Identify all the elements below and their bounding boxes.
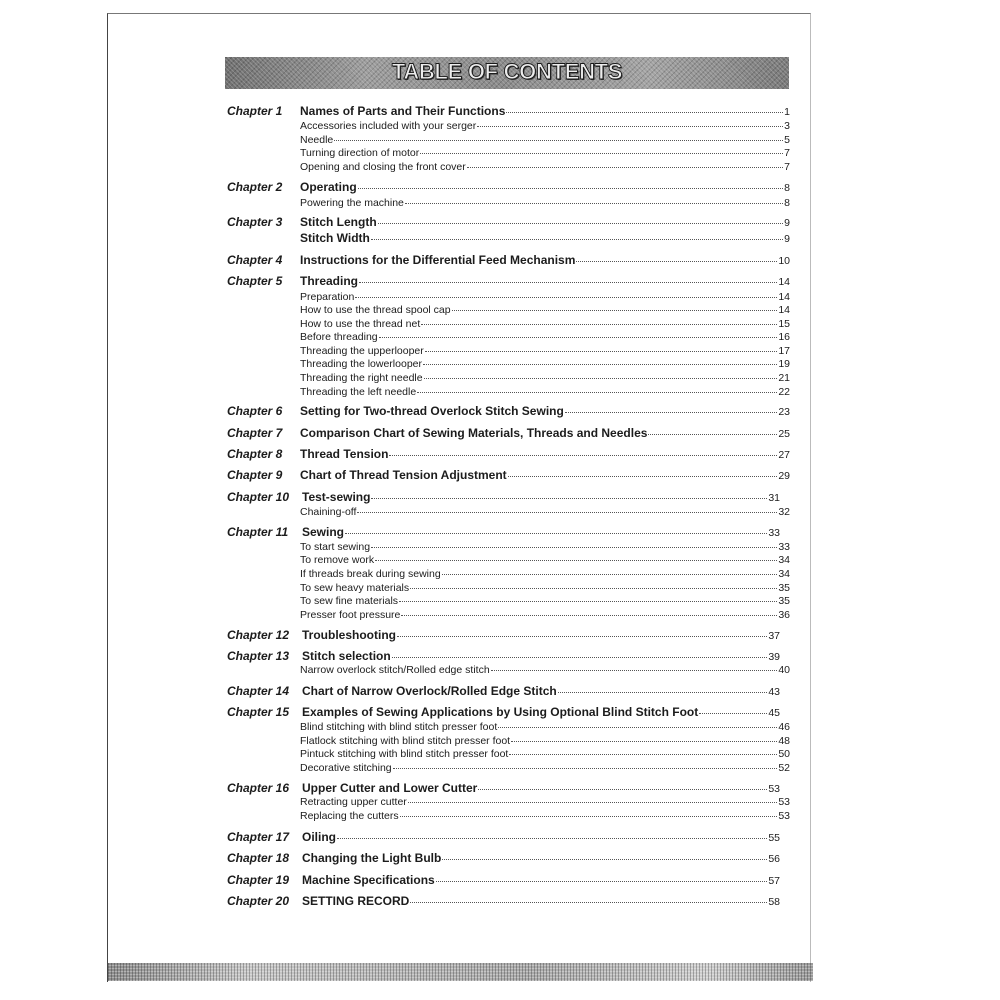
chapter-title: Threading (300, 274, 359, 288)
toc-entry (0, 830, 1000, 844)
chapter-title: Operating (300, 180, 357, 194)
chapter-title: Upper Cutter and Lower Cutter (302, 781, 478, 795)
section-title: Pintuck stitching with blind stitch presser foot (300, 748, 509, 760)
page-number: 48 (778, 735, 790, 747)
toc-entry (0, 426, 1000, 440)
chapter-number: Chapter 15 (227, 705, 290, 719)
toc-entry (0, 344, 1000, 358)
page-number: 45 (768, 707, 780, 719)
dot-leader (378, 222, 783, 224)
page-number: 21 (778, 372, 790, 384)
page-number: 14 (778, 291, 790, 303)
dot-leader (389, 454, 777, 456)
dot-leader (498, 726, 777, 728)
chapter-title: Setting for Two-thread Overlock Stitch Sewing (300, 404, 564, 418)
page-number: 35 (778, 582, 790, 594)
dot-leader (379, 336, 778, 338)
page-number: 16 (778, 331, 790, 343)
page-number: 53 (778, 796, 790, 808)
section-title: Needle (300, 134, 334, 146)
section-title: Turning direction of motor (300, 147, 420, 159)
section-title: Chaining-off (300, 506, 357, 518)
page-number: 23 (778, 406, 790, 418)
toc-entry (0, 809, 1000, 823)
chapter-number: Chapter 3 (227, 215, 283, 229)
dot-leader (442, 858, 767, 860)
toc-entry (0, 215, 1000, 229)
page-number: 33 (768, 527, 780, 539)
dot-leader (358, 187, 783, 189)
page-number: 35 (778, 595, 790, 607)
page-number: 9 (784, 217, 790, 229)
toc-entry (0, 553, 1000, 567)
dot-leader (371, 238, 783, 240)
toc-entry (0, 581, 1000, 595)
dot-leader (345, 532, 767, 534)
toc-entry (0, 684, 1000, 698)
chapter-number: Chapter 17 (227, 830, 290, 844)
dot-leader (565, 411, 778, 413)
dot-leader (410, 901, 767, 903)
dot-leader (417, 391, 777, 393)
dot-leader (558, 691, 768, 693)
chapter-number: Chapter 11 (227, 525, 289, 539)
page-number: 10 (778, 255, 790, 267)
dot-leader (491, 669, 778, 671)
dot-leader (467, 166, 783, 168)
section-title: Narrow overlock stitch/Rolled edge stitch (300, 664, 490, 676)
toc-entry (0, 119, 1000, 133)
toc-entry (0, 761, 1000, 775)
page-number: 53 (768, 783, 780, 795)
page-number: 5 (784, 134, 790, 146)
toc-entry (0, 146, 1000, 160)
page-number: 15 (778, 318, 790, 330)
toc-entry (0, 663, 1000, 677)
page-number: 36 (778, 609, 790, 621)
dot-leader (576, 260, 777, 262)
toc-entry (0, 567, 1000, 581)
chapter-number: Chapter 1 (227, 104, 283, 118)
dot-leader (410, 587, 777, 589)
page-number: 46 (778, 721, 790, 733)
page-number: 58 (768, 896, 780, 908)
toc-entry (0, 357, 1000, 371)
chapter-title: Changing the Light Bulb (302, 851, 442, 865)
page-number: 8 (784, 182, 790, 194)
chapter-title: Troubleshooting (302, 628, 396, 642)
chapter-title: Thread Tension (300, 447, 389, 461)
page-number: 32 (778, 506, 790, 518)
page-number: 3 (784, 120, 790, 132)
dot-leader (392, 656, 768, 658)
page-number: 25 (778, 428, 790, 440)
section-title: Retracting upper cutter (300, 796, 407, 808)
chapter-title: Chart of Thread Tension Adjustment (300, 468, 507, 482)
dot-leader (375, 559, 777, 561)
chapter-title: Test-sewing (302, 490, 371, 504)
toc-entry (0, 525, 1000, 539)
chapter-number: Chapter 16 (227, 781, 290, 795)
section-title: Accessories included with your serger (300, 120, 477, 132)
page-number: 14 (778, 276, 790, 288)
toc-entry (0, 649, 1000, 663)
toc-entry (0, 196, 1000, 210)
page-number: 14 (778, 304, 790, 316)
scan-edge-strip (108, 963, 813, 981)
page-number: 43 (768, 686, 780, 698)
dot-leader (477, 125, 783, 127)
toc-entry (0, 253, 1000, 267)
chapter-title: SETTING RECORD (302, 894, 410, 908)
page-number: 31 (768, 492, 780, 504)
dot-leader (425, 350, 778, 352)
chapter-title: Names of Parts and Their Functions (300, 104, 506, 118)
page-number: 29 (778, 470, 790, 482)
toc-entry (0, 303, 1000, 317)
toc-entry (0, 490, 1000, 504)
section-title: Replacing the cutters (300, 810, 399, 822)
dot-leader (399, 600, 777, 602)
chapter-number: Chapter 13 (227, 649, 290, 663)
toc-entry (0, 404, 1000, 418)
chapter-title: Stitch Length (300, 215, 377, 229)
dot-leader (397, 635, 767, 637)
toc-entry (0, 608, 1000, 622)
dot-leader (436, 880, 768, 882)
dot-leader (511, 740, 777, 742)
dot-leader (478, 788, 767, 790)
toc-entry (0, 720, 1000, 734)
chapter-number: Chapter 7 (227, 426, 283, 440)
chapter-number: Chapter 19 (227, 873, 290, 887)
section-title: Preparation (300, 291, 355, 303)
toc-entry (0, 160, 1000, 174)
page-number: 1 (784, 106, 790, 118)
dot-leader (337, 837, 767, 839)
chapter-number: Chapter 5 (227, 274, 283, 288)
toc-entry (0, 894, 1000, 908)
page-number: 34 (778, 568, 790, 580)
section-title: Decorative stitching (300, 762, 392, 774)
page-number: 40 (778, 664, 790, 676)
toc-entry (0, 231, 1000, 245)
dot-leader (442, 573, 778, 575)
toc-entry (0, 594, 1000, 608)
toc-entry (0, 734, 1000, 748)
section-title: Threading the upperlooper (300, 345, 424, 357)
page-number: 37 (768, 630, 780, 642)
chapter-number: Chapter 10 (227, 490, 290, 504)
page-number: 55 (768, 832, 780, 844)
toc-entry (0, 317, 1000, 331)
dot-leader (506, 111, 783, 113)
dot-leader (355, 296, 777, 298)
chapter-title: Stitch Width (300, 231, 370, 245)
section-title: To remove work (300, 554, 375, 566)
chapter-number: Chapter 4 (227, 253, 283, 267)
page-number: 17 (778, 345, 790, 357)
section-title: Before threading (300, 331, 378, 343)
dot-leader (357, 511, 777, 513)
dot-leader (648, 433, 777, 435)
page-number: 33 (778, 541, 790, 553)
toc-entry (0, 290, 1000, 304)
page-number: 7 (784, 147, 790, 159)
page-number: 50 (778, 748, 790, 760)
dot-leader (359, 281, 777, 283)
page-number: 34 (778, 554, 790, 566)
section-title: To sew heavy materials (300, 582, 410, 594)
dot-leader (393, 767, 778, 769)
page-number: 8 (784, 197, 790, 209)
chapter-number: Chapter 8 (227, 447, 283, 461)
chapter-number: Chapter 2 (227, 180, 283, 194)
toc-entry (0, 747, 1000, 761)
toc-entry (0, 385, 1000, 399)
section-title: Presser foot pressure (300, 609, 401, 621)
toc-entry (0, 851, 1000, 865)
chapter-title: Machine Specifications (302, 873, 435, 887)
section-title: Threading the left needle (300, 386, 417, 398)
section-title: Powering the machine (300, 197, 404, 209)
page-number: 27 (778, 449, 790, 461)
toc-entry (0, 873, 1000, 887)
toc-entry (0, 505, 1000, 519)
toc-entry (0, 447, 1000, 461)
toc-entry (0, 540, 1000, 554)
page-number: 19 (778, 358, 790, 370)
section-title: To start sewing (300, 541, 371, 553)
section-title: How to use the thread spool cap (300, 304, 451, 316)
toc-entry (0, 330, 1000, 344)
page-number: 53 (778, 810, 790, 822)
page-number: 56 (768, 853, 780, 865)
dot-leader (401, 614, 777, 616)
chapter-number: Chapter 12 (227, 628, 290, 642)
dot-leader (421, 323, 777, 325)
chapter-number: Chapter 14 (227, 684, 290, 698)
page-number: 22 (778, 386, 790, 398)
chapter-title: Chart of Narrow Overlock/Rolled Edge Stitch (302, 684, 557, 698)
section-title: To sew fine materials (300, 595, 399, 607)
toc-entry (0, 274, 1000, 288)
toc-entry (0, 781, 1000, 795)
chapter-number: Chapter 20 (227, 894, 290, 908)
chapter-title: Examples of Sewing Applications by Using Optional Blind Stitch Foot (302, 705, 699, 719)
section-title: Blind stitching with blind stitch presser foot (300, 721, 498, 733)
dot-leader (371, 497, 767, 499)
dot-leader (405, 202, 783, 204)
toc-entry (0, 371, 1000, 385)
page-number: 39 (768, 651, 780, 663)
dot-leader (509, 753, 777, 755)
dot-leader (424, 377, 778, 379)
chapter-title: Oiling (302, 830, 336, 844)
page-number: 52 (778, 762, 790, 774)
toc-entry (0, 628, 1000, 642)
toc-entry (0, 104, 1000, 118)
dot-leader (508, 475, 778, 477)
dot-leader (334, 139, 783, 141)
dot-leader (452, 309, 778, 311)
toc-entry (0, 468, 1000, 482)
chapter-title: Sewing (302, 525, 345, 539)
chapter-number: Chapter 18 (227, 851, 290, 865)
toc-entry (0, 795, 1000, 809)
dot-leader (420, 152, 783, 154)
page-number: 57 (768, 875, 780, 887)
page-number: 9 (784, 233, 790, 245)
section-title: Opening and closing the front cover (300, 161, 466, 173)
dot-leader (371, 546, 777, 548)
page-number: 7 (784, 161, 790, 173)
dot-leader (408, 801, 778, 803)
toc-entry (0, 133, 1000, 147)
section-title: Threading the lowerlooper (300, 358, 422, 370)
toc-entry (0, 180, 1000, 194)
chapter-number: Chapter 9 (227, 468, 283, 482)
dot-leader (699, 712, 767, 714)
chapter-title: Stitch selection (302, 649, 391, 663)
section-title: If threads break during sewing (300, 568, 441, 580)
chapter-number: Chapter 6 (227, 404, 283, 418)
page-title: TABLE OF CONTENTS (391, 59, 623, 84)
toc-entry (0, 705, 1000, 719)
dot-leader (400, 815, 778, 817)
chapter-title: Instructions for the Differential Feed Mechanism (300, 253, 576, 267)
section-title: How to use the thread net (300, 318, 421, 330)
chapter-title: Comparison Chart of Sewing Materials, Threads and Needles (300, 426, 648, 440)
section-title: Threading the right needle (300, 372, 423, 384)
section-title: Flatlock stitching with blind stitch presser foot (300, 735, 511, 747)
dot-leader (423, 363, 777, 365)
